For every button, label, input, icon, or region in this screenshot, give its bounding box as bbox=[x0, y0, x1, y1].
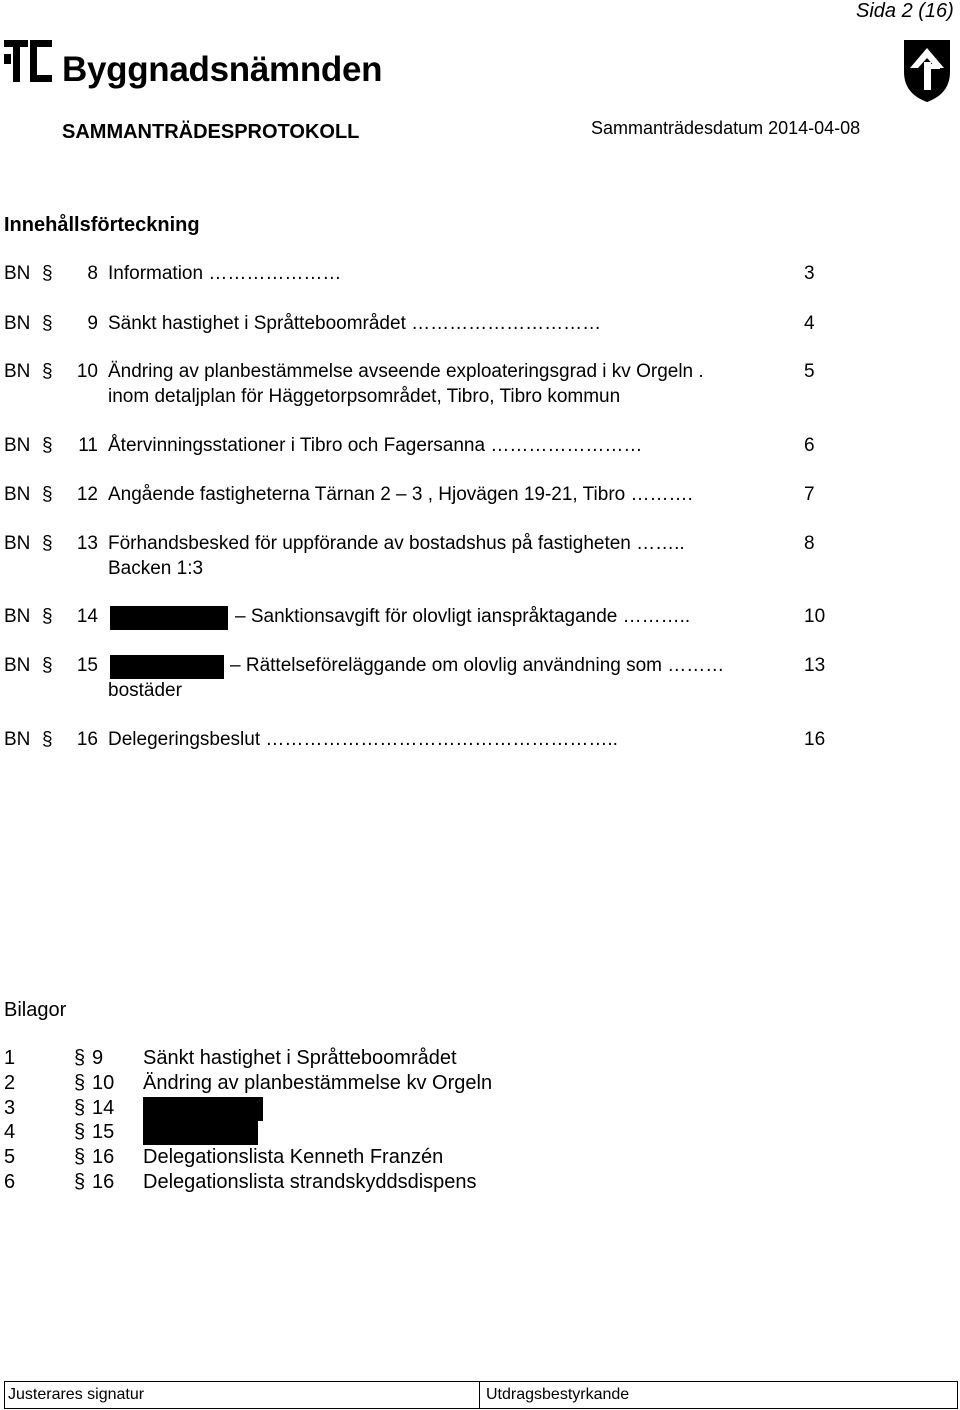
toc-title: – Sanktionsavgift för olovligt ianspråktagande ……….. bbox=[235, 606, 691, 627]
toc-prefix: BN bbox=[4, 263, 31, 284]
reviewer-signature-field bbox=[5, 1382, 480, 1408]
signature-footer bbox=[4, 1381, 958, 1409]
toc-heading: Innehållsförteckning bbox=[4, 214, 200, 236]
toc-page: 3 bbox=[804, 263, 815, 284]
attachment-title: Delegationslista strandskyddsdispens bbox=[143, 1171, 477, 1193]
attachment-index: 2 bbox=[4, 1072, 16, 1094]
toc-item bbox=[4, 729, 844, 755]
toc-prefix: BN bbox=[4, 533, 31, 554]
toc-number: 12 bbox=[76, 484, 98, 505]
toc-page: 13 bbox=[804, 655, 826, 676]
toc-number: 11 bbox=[78, 435, 98, 456]
attachment-number: 10 bbox=[92, 1072, 115, 1094]
attachment-index: 6 bbox=[4, 1171, 16, 1193]
toc-prefix: BN bbox=[4, 606, 31, 627]
attachment-item bbox=[4, 1121, 704, 1147]
toc-item bbox=[4, 313, 844, 339]
section-sign: § bbox=[42, 313, 53, 334]
toc-prefix: BN bbox=[4, 655, 31, 676]
toc-number: 15 bbox=[76, 655, 98, 676]
section-sign: § bbox=[74, 1047, 86, 1069]
toc-prefix: BN bbox=[4, 729, 31, 750]
attachment-title: Ändring av planbestämmelse kv Orgeln bbox=[143, 1072, 493, 1094]
section-sign: § bbox=[74, 1146, 86, 1168]
toc-item bbox=[4, 655, 844, 707]
attachment-title: Delegationslista Kenneth Franzén bbox=[143, 1146, 444, 1168]
toc-title: Information ………………… bbox=[108, 263, 342, 284]
toc-title: Sänkt hastighet i Språtteboområdet ………………………… bbox=[108, 313, 602, 334]
attachment-item bbox=[4, 1047, 704, 1073]
section-sign: § bbox=[74, 1097, 86, 1119]
section-sign: § bbox=[42, 435, 53, 456]
toc-title: Ändring av planbestämmelse avseende exploateringsgrad i kv Orgeln . bbox=[108, 361, 704, 382]
section-sign: § bbox=[42, 533, 53, 554]
section-sign: § bbox=[42, 655, 53, 676]
page-number: Sida 2 (16) bbox=[856, 0, 954, 22]
attachments-heading: Bilagor bbox=[4, 999, 67, 1021]
toc-prefix: BN bbox=[4, 435, 31, 456]
toc-item bbox=[4, 435, 844, 461]
redaction-block bbox=[143, 1097, 263, 1121]
toc-number: 16 bbox=[76, 729, 98, 750]
attachment-index: 4 bbox=[4, 1121, 16, 1143]
toc-number: 9 bbox=[87, 313, 98, 334]
section-sign: § bbox=[42, 484, 53, 505]
toc-item bbox=[4, 484, 844, 510]
toc-title-continuation: bostäder bbox=[108, 680, 182, 701]
toc-page: 5 bbox=[804, 361, 815, 382]
toc-prefix: BN bbox=[4, 313, 31, 334]
attachment-number: 9 bbox=[92, 1047, 104, 1069]
toc-page: 4 bbox=[804, 313, 815, 334]
attachment-number: 14 bbox=[92, 1097, 115, 1119]
redaction-block bbox=[110, 606, 228, 630]
attachment-index: 3 bbox=[4, 1097, 16, 1119]
redaction-block bbox=[110, 655, 224, 679]
toc-page: 7 bbox=[804, 484, 815, 505]
attachment-item bbox=[4, 1072, 704, 1098]
toc-title-continuation: Backen 1:3 bbox=[108, 558, 204, 579]
reviewer-signature-label: Justerares signatur bbox=[8, 1386, 145, 1403]
section-sign: § bbox=[74, 1121, 86, 1143]
attachment-number: 16 bbox=[92, 1146, 115, 1168]
coat-of-arms-icon bbox=[902, 38, 952, 104]
attachment-title: Sänkt hastighet i Språtteboområdet bbox=[143, 1047, 457, 1069]
attachment-number: 15 bbox=[92, 1121, 115, 1143]
attachment-index: 1 bbox=[4, 1047, 16, 1069]
section-sign: § bbox=[42, 606, 53, 627]
section-sign: § bbox=[42, 263, 53, 284]
redaction-block bbox=[143, 1121, 258, 1145]
section-sign: § bbox=[74, 1171, 86, 1193]
toc-item bbox=[4, 533, 844, 585]
section-sign: § bbox=[42, 361, 53, 382]
toc-title-continuation: inom detaljplan för Häggetorpsområdet, Tibro, Tibro kommun bbox=[108, 386, 621, 407]
section-sign: § bbox=[74, 1072, 86, 1094]
document-type: SAMMANTRÄDESPROTOKOLL bbox=[62, 121, 360, 143]
attachment-number: 16 bbox=[92, 1171, 115, 1193]
toc-page: 8 bbox=[804, 533, 815, 554]
toc-title: – Rättelseföreläggande om olovlig användning som ……… bbox=[230, 655, 725, 676]
toc-title: Återvinningsstationer i Tibro och Fagersanna …………………… bbox=[108, 435, 643, 456]
organization-name: Byggnadsnämnden bbox=[62, 50, 383, 89]
toc-prefix: BN bbox=[4, 361, 31, 382]
attachment-item bbox=[4, 1097, 704, 1123]
toc-title: Förhandsbesked för uppförande av bostadshus på fastigheten …….. bbox=[108, 533, 685, 554]
toc-page: 10 bbox=[804, 606, 826, 627]
toc-prefix: BN bbox=[4, 484, 31, 505]
toc-page: 16 bbox=[804, 729, 826, 750]
meeting-date: Sammanträdesdatum 2014-04-08 bbox=[591, 118, 861, 138]
municipality-logo bbox=[4, 40, 52, 82]
attachment-item bbox=[4, 1171, 704, 1197]
extract-certification-label: Utdragsbestyrkande bbox=[486, 1386, 630, 1403]
attachment-index: 5 bbox=[4, 1146, 16, 1168]
toc-title: Angående fastigheterna Tärnan 2 – 3 , Hjovägen 19-21, Tibro ………. bbox=[108, 484, 693, 505]
toc-title: Delegeringsbeslut ……………………………………………….. bbox=[108, 729, 618, 750]
toc-item bbox=[4, 606, 844, 632]
section-sign: § bbox=[42, 729, 53, 750]
toc-page: 6 bbox=[804, 435, 815, 456]
toc-number: 14 bbox=[76, 606, 98, 627]
attachment-item bbox=[4, 1146, 704, 1172]
toc-number: 10 bbox=[76, 361, 98, 382]
toc-item bbox=[4, 361, 844, 413]
toc-item bbox=[4, 263, 844, 289]
toc-number: 13 bbox=[76, 533, 98, 554]
toc-number: 8 bbox=[87, 263, 98, 284]
